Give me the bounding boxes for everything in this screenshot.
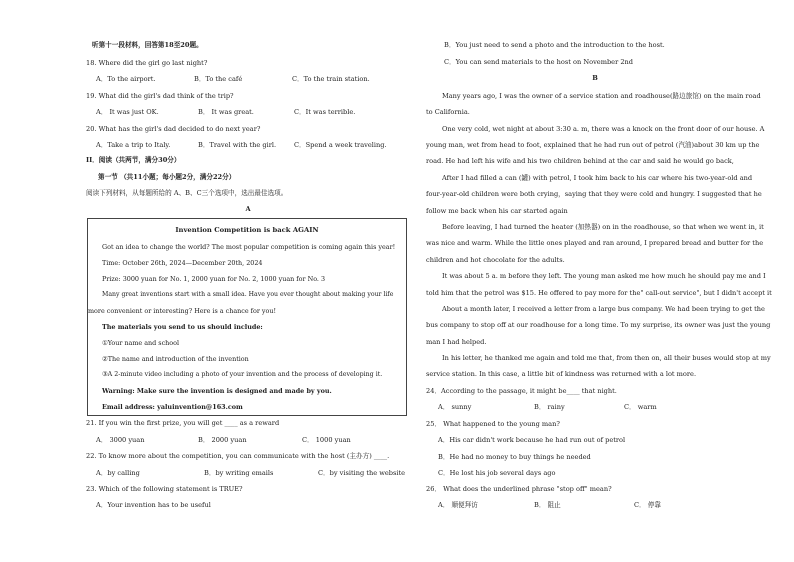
q18-option-b[interactable]: B．To the café: [194, 75, 243, 83]
q25-option-c[interactable]: C．He lost his job several days ago: [438, 469, 556, 477]
q21-option-c[interactable]: C． 1000 yuan: [302, 436, 351, 444]
q25-option-b[interactable]: B．He had no money to buy things he needed: [438, 453, 591, 461]
passage-b-line-10: was nice and warm. While the little ones played and ran around, I prepared bread and butter for the: [426, 239, 764, 247]
q24-option-a[interactable]: A． sunny: [438, 403, 472, 411]
material-item-2: ②The name and introduction of the invention: [102, 355, 249, 363]
reading-instructions: 阅读下列材料，从每题所给的 A、B、C三个选项中，选出最佳选项。: [86, 189, 288, 197]
passage-b-line-6: After I had filled a can (罐) with petrol, I took him back to his car where his two-year-old and: [442, 174, 753, 182]
q20-stem: 20. What has the girl's dad decided to do next year?: [86, 125, 261, 133]
q26-option-a[interactable]: A． 顺便拜访: [438, 501, 478, 509]
part-1-heading: 第一节 （共11小题；每小题2分，满分22分）: [98, 173, 236, 181]
q18-stem: 18. Where did the girl go last night?: [86, 59, 208, 67]
passage-b-line-12: It was about 5 a. m before they left. The young man asked me how much he should pay me and I: [442, 272, 766, 280]
notice-warning: Warning: Make sure the invention is designed and made by you.: [102, 387, 332, 395]
passage-b-line-2: to California.: [426, 108, 470, 116]
q21-option-a[interactable]: A． 3000 yuan: [96, 436, 145, 444]
q20-option-b[interactable]: B．Travel with the girl.: [198, 141, 277, 149]
notice-para-line1: Many great inventions start with a small idea. Have you ever thought about making your life: [102, 291, 394, 298]
q21-stem: 21. If you win the first prize, you will get ____ as a reward: [86, 419, 280, 427]
q21-option-b[interactable]: B． 2000 yuan: [198, 436, 247, 444]
q26-stem: 26． What does the underlined phrase "stop off" mean?: [426, 485, 612, 493]
passage-b-line-9: Before leaving, I had turned the heater (加热器) on in the roadhouse, so that when we went in, it: [442, 223, 764, 231]
notice-email[interactable]: Email address: yaluinvention@163.com: [102, 403, 243, 411]
q19-option-b[interactable]: B． It was great.: [198, 108, 254, 116]
passage-b-line-7: four-year-old children were both crying，saying that they were cold and hungry. I suggested that he: [426, 190, 762, 198]
passage-b-line-1: Many years ago, I was the owner of a service station and roadhouse(路边旅馆) on the main road: [442, 92, 761, 100]
q22-option-c[interactable]: C．by visiting the website: [318, 469, 406, 477]
q24-stem: 24．According to the passage, it might be____ that night.: [426, 387, 617, 395]
passage-b-line-15: bus company to stop off at our roadhouse for a long time. To my surprise, its owner was just the young: [426, 321, 771, 329]
q22-option-b[interactable]: B．by writing emails: [204, 469, 274, 477]
q22-option-a[interactable]: A．by calling: [96, 469, 140, 477]
q20-option-c[interactable]: C．Spend a week traveling.: [294, 141, 387, 149]
passage-b-line-14: About a month later, I received a letter from a large bus company. We had been trying to get the: [442, 305, 765, 313]
materials-heading: The materials you send to us should include:: [102, 323, 263, 331]
listening-header: 听第十一段材料，回答第18至20题。: [92, 41, 203, 49]
notice-time: Time: October 26th, 2024—December 20th, 2024: [102, 259, 263, 267]
q23-option-a[interactable]: A．Your invention has to be useful: [96, 501, 211, 509]
q24-option-b[interactable]: B． rainy: [534, 403, 565, 411]
q26-option-b[interactable]: B． 阻止: [534, 501, 561, 509]
passage-b-line-3: One very cold, wet night at about 3:30 a. m, there was a knock on the front door of our house. A: [442, 125, 765, 133]
q23-stem: 23. Which of the following statement is TRUE?: [86, 485, 243, 493]
passage-b-line-16: man I had helped.: [426, 338, 487, 346]
q19-stem: 19. What did the girl's dad think of the trip?: [86, 92, 234, 100]
notice-para-line2: more convenient or interesting? Here is a chance for you!: [88, 307, 277, 315]
passage-b-label: B: [592, 74, 598, 82]
q25-option-a[interactable]: A．His car didn't work because he had run out of petrol: [438, 436, 626, 444]
passage-b-line-4: young man, wet from head to foot, explained that he had run out of petrol (汽油)about 30 km up the: [426, 141, 760, 149]
passage-b-line-18: service station. In this case, a little bit of kindness was returned with a lot more.: [426, 370, 697, 378]
passage-b-line-5: road. He had left his wife and his two children behind at the car and said he would go back,: [426, 157, 734, 165]
q24-option-c[interactable]: C． warm: [624, 403, 657, 411]
q19-option-c[interactable]: C．It was terrible.: [294, 108, 356, 116]
material-item-3: ③A 2-minute video including a photo of your invention and the process of developing it.: [102, 371, 383, 378]
q23-option-b[interactable]: B．You just need to send a photo and the introduction to the host.: [444, 41, 665, 49]
passage-a-label: A: [245, 205, 251, 213]
q23-option-c[interactable]: C．You can send materials to the host on November 2nd: [444, 58, 633, 66]
invention-notice-box: [87, 218, 407, 416]
q26-option-c[interactable]: C． 停靠: [634, 501, 661, 509]
passage-b-line-17: In his letter, he thanked me again and told me that, from then on, all their buses would stop at my: [442, 354, 771, 362]
q20-option-a[interactable]: A．Take a trip to Italy.: [96, 141, 171, 149]
notice-prize: Prize: 3000 yuan for No. 1, 2000 yuan for No. 2, 1000 yuan for No. 3: [102, 275, 326, 283]
passage-b-line-11: children and hot chocolate for the adults.: [426, 256, 565, 264]
material-item-1: ①Your name and school: [102, 339, 180, 347]
notice-title: Invention Competition is back AGAIN: [175, 226, 319, 234]
notice-intro: Got an idea to change the world? The most popular competition is coming again this year!: [102, 243, 396, 251]
section-2-heading: II．阅读（共两节，满分30分）: [86, 156, 181, 164]
q18-option-c[interactable]: C．To the train station.: [292, 75, 370, 83]
q25-stem: 25． What happened to the young man?: [426, 420, 560, 428]
q18-option-a[interactable]: A．To the airport.: [96, 75, 156, 83]
q22-stem: 22. To know more about the competition, you can communicate with the host (主办方) ____.: [86, 452, 390, 460]
passage-b-line-13: told him that the petrol was $15. He offered to pay more for the" call-out service", but I didn't accept it: [426, 289, 772, 297]
passage-b-line-8: follow me back when his car started again: [426, 207, 568, 215]
q19-option-a[interactable]: A． It was just OK.: [96, 108, 159, 116]
